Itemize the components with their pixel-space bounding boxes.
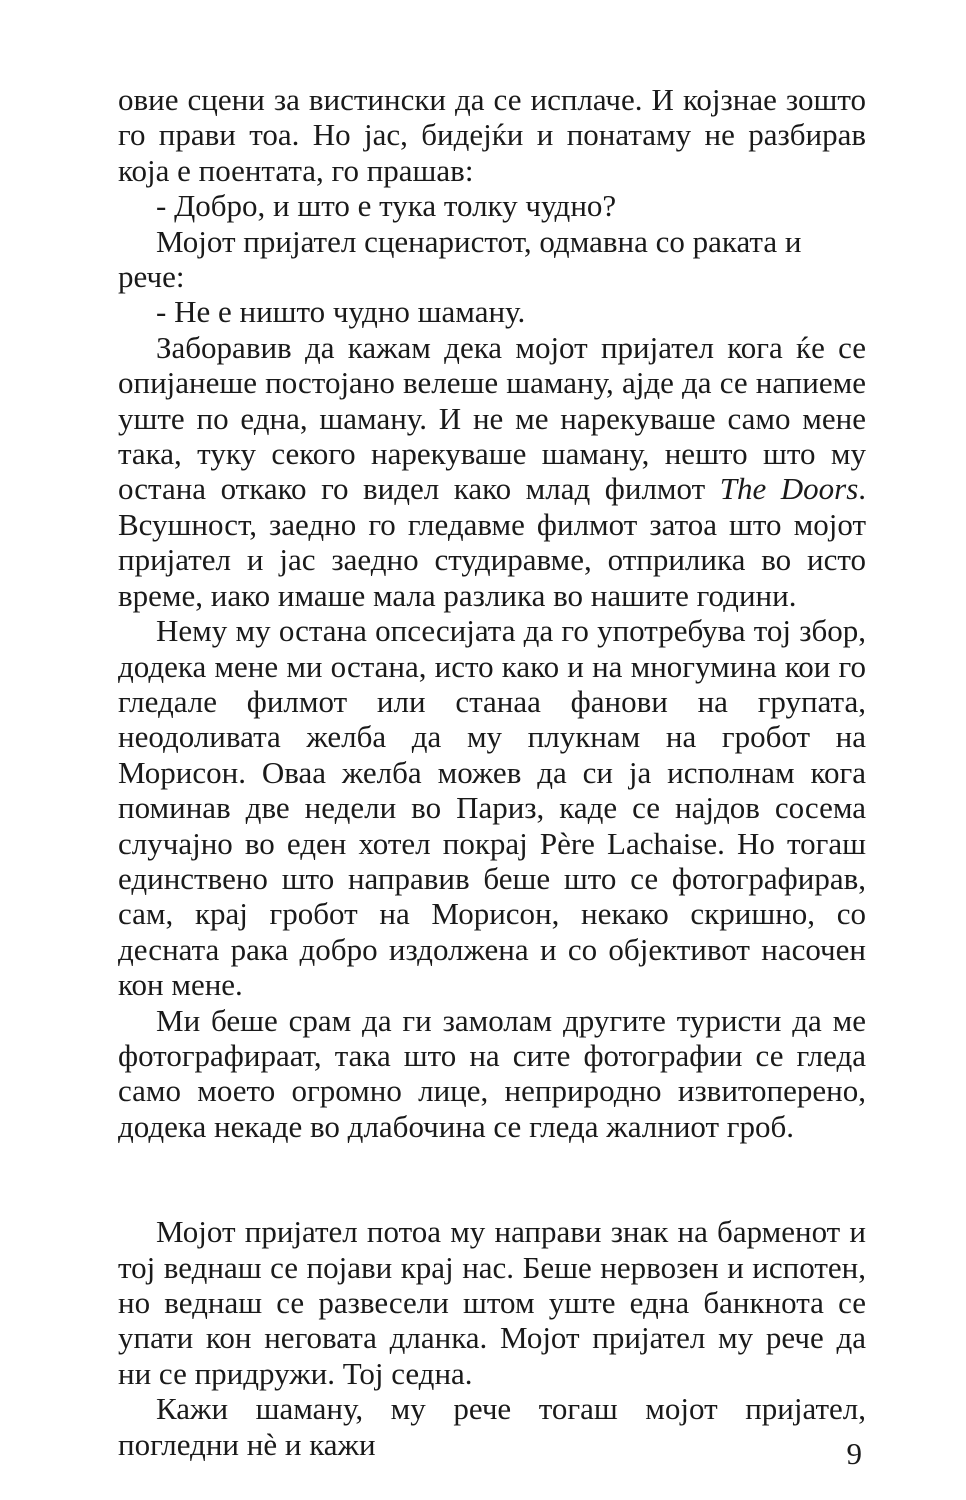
book-page-body — [118, 82, 866, 1462]
paragraph-5-part-1: Заборавив да кажам дека мојот пријател кога ќе се опијанеше постојано велеше шаману, ајде да се напиеме уште по една, шаману. И не ме нарекуваше само мене така, туку секого нарекуваше шаману, нешто што му остана откако го видел како млад филмот — [118, 329, 866, 507]
paragraph-2: - Добро, и што е тука толку чудно? — [156, 188, 617, 224]
paragraph-5 — [118, 330, 866, 613]
section-break — [118, 1144, 866, 1214]
paragraph-3: Мојот пријател сценаристот, одмавна со раката и рече: — [118, 223, 802, 295]
paragraph-5-part-2: . Всушност, заедно го гледавме филмот затоа што мојот пријател и јас заедно студиравме, отприлика во исто време, иако имаше мала разлика во нашите години. — [118, 471, 867, 613]
page-number: 9 — [846, 1436, 862, 1471]
paragraph-9: Кажи шаману, му рече тогаш мојот пријател, погледни нè и кажи — [118, 1391, 866, 1462]
paragraph-4: - Не е ништо чудно шаману. — [156, 294, 526, 330]
paragraph-7: Ми беше срам да ги замолам другите туристи да ме фотографираат, така што на сите фотографии се гледа само моето огромно лице, неприродно извитоперено, додека некаде во длабочина се гледа жалниот гроб. — [118, 1002, 866, 1144]
paragraph-6: Нему му остана опсесијата да го употребува тој збор, додека мене ми остана, исто како и на многумина кои го гледале филмот или станаа фанови на групата, неодоливата желба да му плукнам на гробот на Морисон. Оваа желба можев да си ја исполнам кога поминав две недели во Париз, каде се најдов сосема случајно во еден хотел покрај Père Lachaise. Но тогаш единствено што направив беше што се фотографирав, сам, крај гробот на Морисон, некако скришно, со десната рака добро издолжена и со објективот насочен кон мене. — [118, 613, 866, 1003]
film-title: The Doors — [719, 471, 859, 507]
paragraph-1: овие сцени за вистински да се исплаче. И којзнае зошто го прави тоа. Но јас, бидејќи и понатаму не разбирав која е поентата, го прашав: — [118, 82, 866, 188]
paragraph-8: Мојот пријател потоа му направи знак на барменот и тој веднаш се појави крај нас. Беше нервозен и испотен, но веднаш се развесели штом уште една банкнота се упати кон неговата дланка. Мојот пријател му рече да ни се придружи. Тој седна. — [118, 1214, 866, 1391]
